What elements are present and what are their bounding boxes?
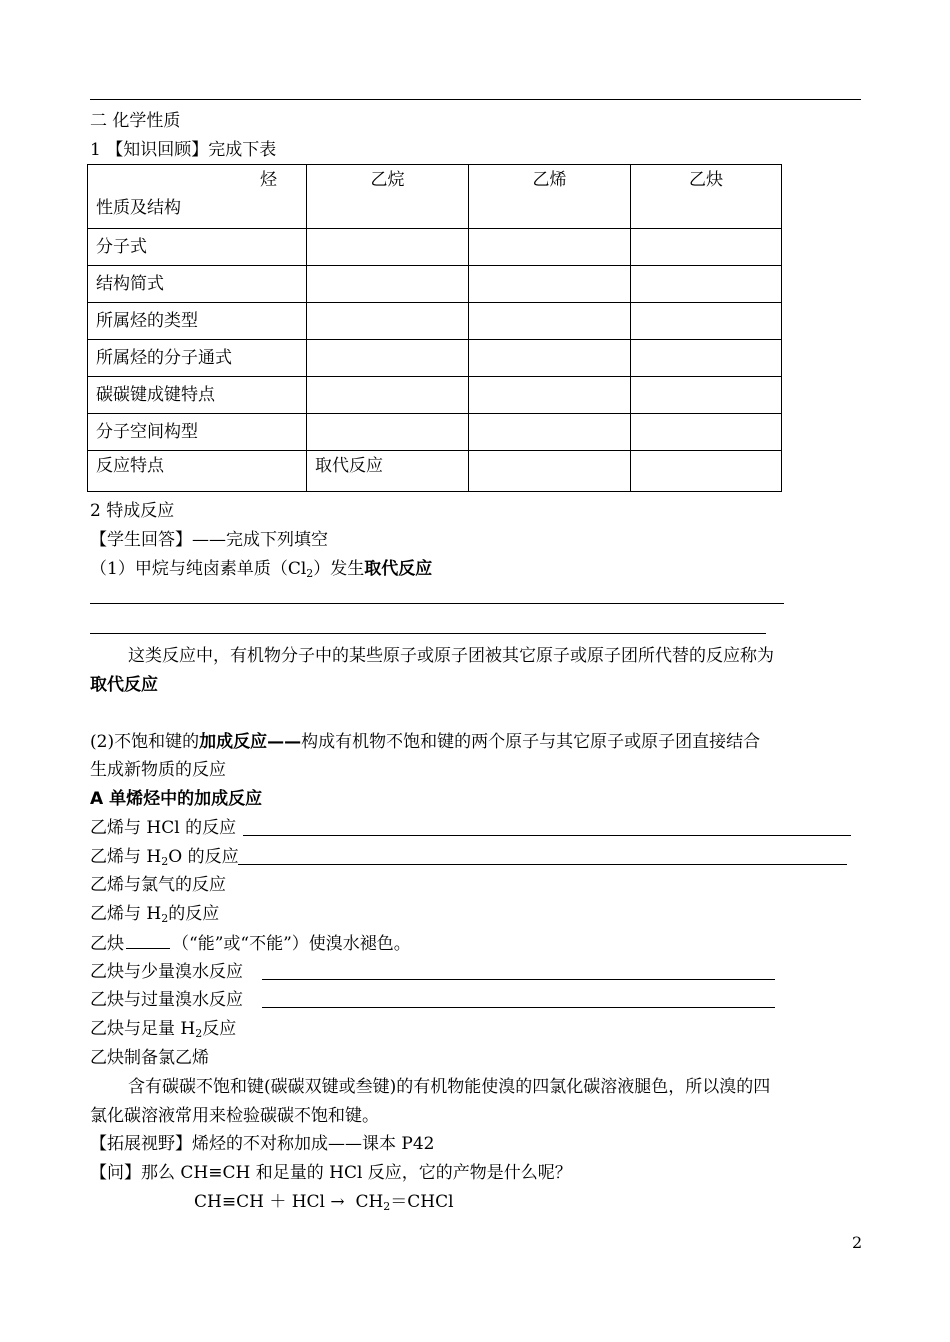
reaction-2-label-a: 乙烯与 H: [90, 847, 162, 867]
table-row: [88, 451, 782, 492]
table-cell: 取代反应: [307, 451, 469, 492]
table-cell: [469, 303, 631, 340]
table-row: [88, 229, 782, 266]
reaction-6-answer-line[interactable]: [262, 979, 775, 980]
table-corner-bottom: 性质及结构: [96, 198, 181, 218]
reaction-8-subscript: 2: [195, 1027, 203, 1040]
row-label: 结构简式: [88, 266, 307, 303]
subsection-reactions: 2 特成反应: [90, 501, 175, 521]
table-row: [88, 414, 782, 451]
reaction-4-subscript: 2: [161, 912, 169, 925]
question-1-prefix: （1）甲烷与纯卤素单质（Cl: [90, 559, 307, 579]
table-cell: [307, 377, 469, 414]
reaction-2-answer-line[interactable]: [238, 864, 847, 865]
table-cell: [307, 414, 469, 451]
reaction-5-label-b: （“能”或“不能”）使溴水褪色。: [172, 934, 411, 954]
subsection-knowledge-review: 1 【知识回顾】完成下表: [90, 140, 277, 160]
table-cell: [469, 266, 631, 303]
table-cell: [469, 340, 631, 377]
question-2-bold: 加成反应——: [199, 732, 302, 752]
row-label: 所属烃的类型: [88, 303, 307, 340]
table-cell: [469, 377, 631, 414]
row-label: 所属烃的分子通式: [88, 340, 307, 377]
definition-line-1: 这类反应中，有机物分子中的某些原子或原子团被其它原子或原子团所代替的反应称为: [128, 646, 774, 666]
reaction-7-answer-line[interactable]: [262, 1007, 775, 1008]
paragraph-line-1: 含有碳碳不饱和键(碳碳双键或叁键)的有机物能使溴的四氯化碳溶液腿色，所以溴的四: [128, 1077, 771, 1097]
table-cell: [631, 303, 782, 340]
question-2-prefix: (2)不饱和键的: [90, 732, 200, 752]
equation-right-b: ＝CHCl: [390, 1192, 454, 1212]
section-a-title: A 单烯烃中的加成反应: [90, 789, 263, 809]
reaction-8-label-b: 反应: [202, 1019, 237, 1039]
table-header-ethane: 乙烷: [307, 165, 469, 229]
question-2-rest: 构成有机物不饱和键的两个原子与其它原子或原子团直接结合: [301, 732, 761, 752]
reaction-5: [90, 932, 411, 955]
table-cell: [307, 266, 469, 303]
reaction-3: 乙烯与氯气的反应: [90, 875, 226, 895]
table-header-acetylene: 乙炔: [631, 165, 782, 229]
equation-right-a: CH: [355, 1192, 384, 1212]
reaction-1-answer-line[interactable]: [243, 835, 851, 836]
question-2-line-2: 生成新物质的反应: [90, 760, 226, 780]
reaction-5-blank[interactable]: [126, 932, 170, 949]
table-row: [88, 377, 782, 414]
row-label: 分子空间构型: [88, 414, 307, 451]
reaction-7: 乙炔与过量溴水反应: [90, 990, 243, 1010]
row-label: 分子式: [88, 229, 307, 266]
answer-line-2[interactable]: [90, 633, 766, 634]
equation-left: CH≡CH ＋ HCl →: [194, 1192, 345, 1212]
question-1: [90, 558, 432, 580]
question-1-mid: ）发生: [313, 559, 365, 579]
paragraph-line-2: 氯化碳溶液常用来检验碳碳不饱和键。: [90, 1106, 379, 1126]
section-title: 二 化学性质: [90, 111, 181, 131]
table-header-ethylene: 乙烯: [469, 165, 631, 229]
reaction-equation: [194, 1191, 454, 1213]
table-cell: [631, 451, 782, 492]
reaction-1: [90, 817, 236, 839]
reaction-6: 乙炔与少量溴水反应: [90, 962, 243, 982]
reaction-4-label-b: 的反应: [168, 904, 220, 924]
table-cell: [631, 229, 782, 266]
question-1-bold: 取代反应: [364, 559, 433, 579]
table-cell: [307, 229, 469, 266]
reaction-2-label-b: O 的反应: [168, 847, 239, 867]
question-ask: 【问】那么 CH≡CH 和足量的 HCl 反应，它的产物是什么呢？: [90, 1163, 572, 1183]
reaction-4: [90, 903, 219, 925]
reaction-5-label-a: 乙炔: [90, 934, 124, 954]
table-cell: [631, 377, 782, 414]
table-cell: [469, 229, 631, 266]
table-cell: [469, 414, 631, 451]
row-label: 碳碳键成键特点: [88, 377, 307, 414]
expand-view: 【拓展视野】烯烃的不对称加成——课本 P42: [90, 1134, 435, 1154]
table-corner-cell: [88, 165, 307, 229]
table-row: [88, 266, 782, 303]
reaction-1-label: 乙烯与 HCl 的反应: [90, 818, 237, 838]
page-number: 2: [852, 1233, 863, 1252]
table-row: [88, 340, 782, 377]
question-1-subscript: 2: [306, 567, 314, 580]
table-cell: [631, 414, 782, 451]
reaction-8-label-a: 乙炔与足量 H: [90, 1019, 196, 1039]
table-cell: [307, 303, 469, 340]
reaction-2-subscript: 2: [161, 855, 169, 868]
equation-right-subscript: 2: [383, 1200, 391, 1213]
question-2: [90, 731, 760, 753]
table-cell: [469, 451, 631, 492]
table-cell: [631, 340, 782, 377]
table-cell: [307, 340, 469, 377]
reaction-4-label-a: 乙烯与 H: [90, 904, 162, 924]
reaction-2: [90, 846, 239, 868]
table-cell: [631, 266, 782, 303]
header-rule: [90, 99, 861, 100]
table-row: [88, 303, 782, 340]
table-corner-top: 烃: [260, 170, 277, 190]
student-answer-heading: 【学生回答】——完成下列填空: [90, 530, 328, 550]
answer-line-1[interactable]: [90, 603, 784, 604]
reaction-8: [90, 1018, 236, 1040]
row-label: 反应特点: [88, 451, 307, 492]
definition-line-2: 取代反应: [90, 675, 158, 695]
hydrocarbon-table: [87, 164, 782, 492]
reaction-9: 乙炔制备氯乙烯: [90, 1048, 209, 1068]
